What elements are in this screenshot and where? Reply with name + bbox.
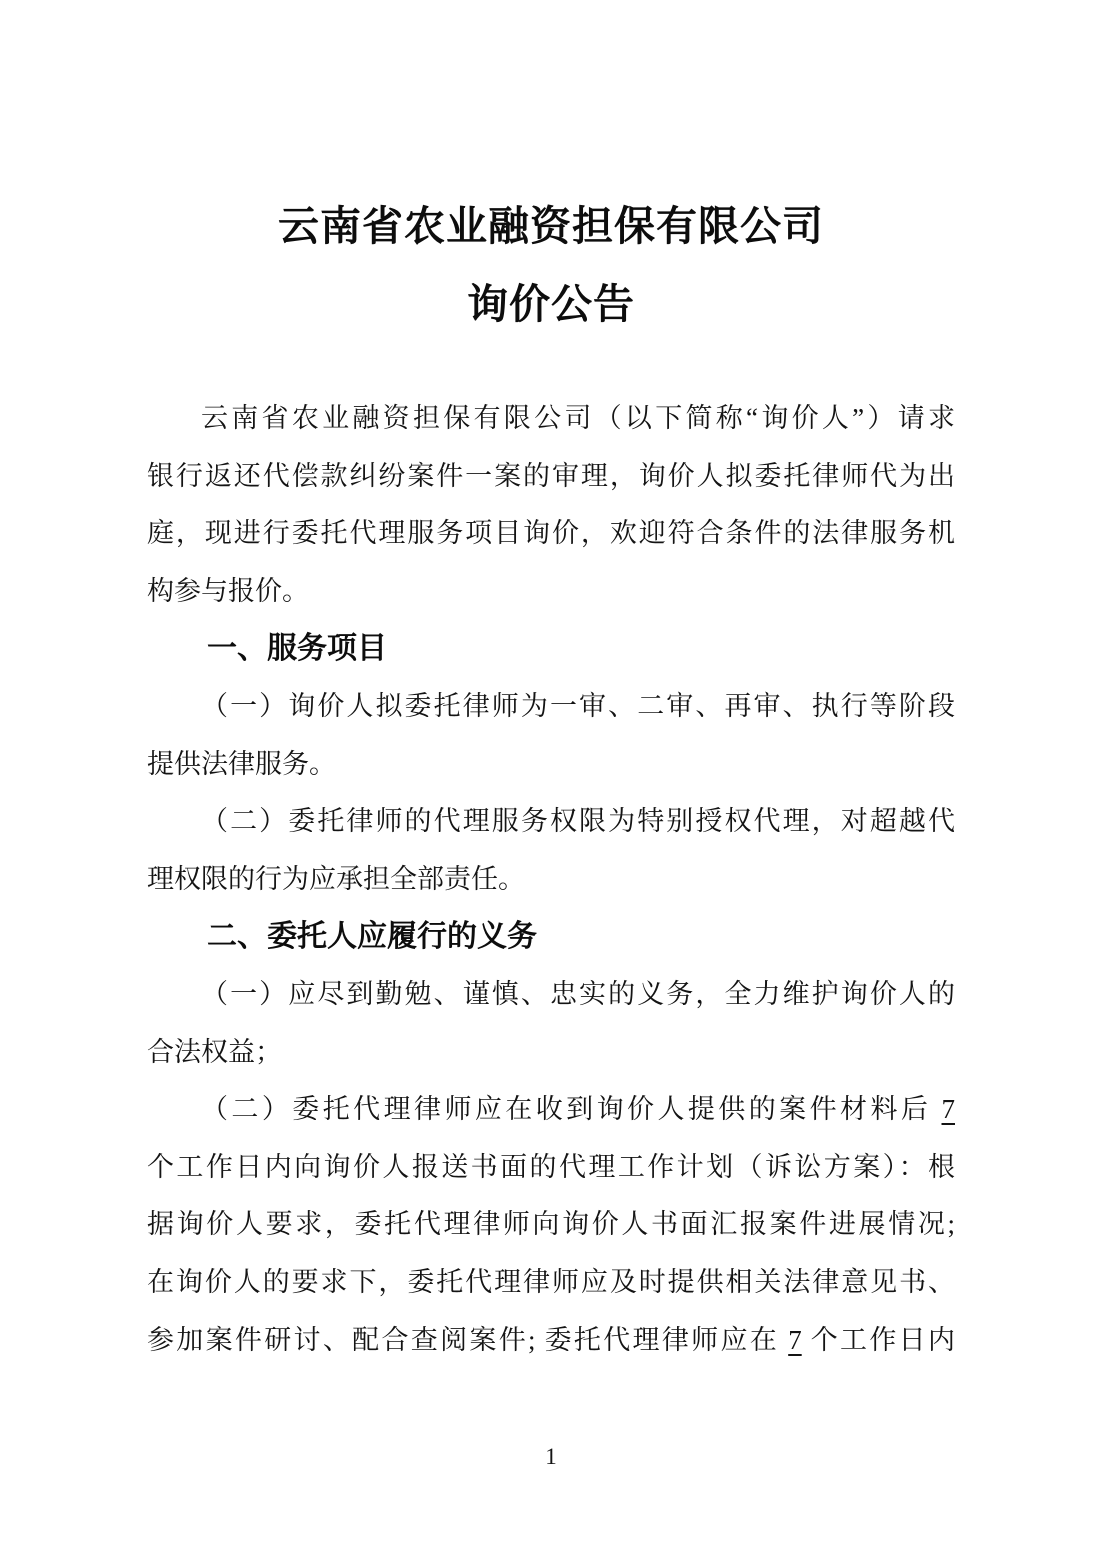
section-2-item-2-line-4: 在询价人的要求下，委托代理律师应及时提供相关法律意见书、 — [147, 1266, 955, 1297]
section-2-item-2-line-1 — [147, 1081, 955, 1139]
section-2-heading: 二、委托人应履行的义务 — [207, 920, 537, 954]
section-2-item-2-line-2: 个工作日内向询价人报送书面的代理工作计划（诉讼方案）：根 — [147, 1151, 955, 1182]
section-1-item-1-line-2: 提供法律服务。 — [147, 748, 336, 779]
document-body — [147, 390, 955, 1369]
section-2-item-2-line-5 — [147, 1312, 955, 1370]
line-text: （二）委托代理律师应在收到询价人提供的案件材料后 — [201, 1094, 942, 1125]
section-1-heading: 一、服务项目 — [207, 632, 387, 666]
underlined-number: 7 — [788, 1324, 802, 1355]
underlined-number: 7 — [941, 1094, 955, 1125]
section-1-item-1-line-1: （一）询价人拟委托律师为一审、二审、再审、执行等阶段 — [201, 690, 955, 721]
intro-line-4: 构参与报价。 — [147, 575, 309, 606]
intro-line-2: 银行返还代偿款纠纷案件一案的审理，询价人拟委托律师代为出 — [147, 460, 955, 491]
page-number: 1 — [545, 1444, 557, 1469]
section-1-item-2-line-2: 理权限的行为应承担全部责任。 — [147, 863, 525, 894]
document-title — [0, 187, 1102, 343]
title-line-2: 询价公告 — [467, 281, 635, 327]
line-text: 个工作日内 — [801, 1324, 955, 1355]
section-2-item-2-line-3: 据询价人要求，委托代理律师向询价人书面汇报案件进展情况; — [147, 1209, 955, 1240]
section-2-item-1-line-1: （一）应尽到勤勉、谨慎、忠实的义务，全力维护询价人的 — [201, 978, 955, 1009]
line-text: 参加案件研讨、配合查阅案件; 委托代理律师应在 — [147, 1324, 789, 1355]
intro-line-3: 庭，现进行委托代理服务项目询价，欢迎符合条件的法律服务机 — [147, 518, 955, 549]
intro-line-1: 云南省农业融资担保有限公司（以下简称“询价人”）请求 — [201, 403, 955, 433]
title-line-1: 云南省农业融资担保有限公司 — [278, 203, 824, 249]
section-1-item-2-line-1: （二）委托律师的代理服务权限为特别授权代理，对超越代 — [201, 806, 955, 837]
section-2-item-1-line-2: 合法权益； — [147, 1036, 282, 1067]
